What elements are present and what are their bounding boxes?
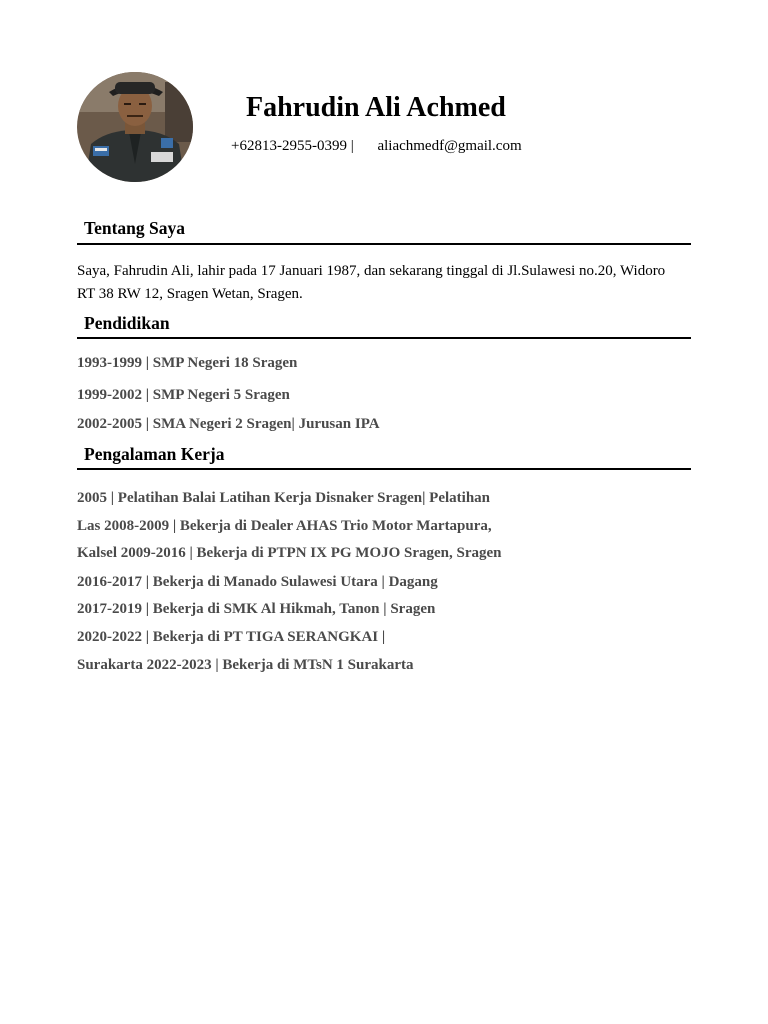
section-divider xyxy=(77,468,691,470)
experience-line: Surakarta 2022-2023 | Bekerja di MTsN 1 Surakarta xyxy=(77,657,414,673)
education-item: 2002-2005 | SMA Negeri 2 Sragen| Jurusan IPA xyxy=(77,416,380,432)
experience-line: 2016-2017 | Bekerja di Manado Sulawesi Utara | Dagang xyxy=(77,574,438,590)
experience-line: 2005 | Pelatihan Balai Latihan Kerja Disnaker Sragen| Pelatihan xyxy=(77,490,491,506)
education-item: 1993-1999 | SMP Negeri 18 Sragen xyxy=(77,355,298,371)
experience-line: Kalsel 2009-2016 | Bekerja di PTPN IX PG MOJO Sragen, Sragen xyxy=(77,545,502,561)
phone-number: +62813-2955-0399 | xyxy=(231,138,354,154)
contact-info xyxy=(231,138,522,155)
section-divider xyxy=(77,337,691,339)
full-name: Fahrudin Ali Achmed xyxy=(246,92,506,123)
section-divider xyxy=(77,243,691,245)
section-title-experience: Pengalaman Kerja xyxy=(84,444,225,464)
about-text: Saya, Fahrudin Ali, lahir pada 17 Januari 1987, dan sekarang tinggal di Jl.Sulawesi no.20, Widoro RT 38 RW 12, Sragen Wetan, Sragen. xyxy=(77,263,666,302)
profile-photo xyxy=(77,72,193,182)
education-item: 1999-2002 | SMP Negeri 5 Sragen xyxy=(77,387,290,403)
section-title-education: Pendidikan xyxy=(84,313,170,333)
section-title-about: Tentang Saya xyxy=(84,218,185,238)
experience-line: 2020-2022 | Bekerja di PT TIGA SERANGKAI | xyxy=(77,629,386,645)
experience-line: Las 2008-2009 | Bekerja di Dealer AHAS Trio Motor Martapura, xyxy=(77,518,492,534)
email-address[interactable]: aliachmedf@gmail.com xyxy=(377,138,522,154)
experience-line: 2017-2019 | Bekerja di SMK Al Hikmah, Tanon | Sragen xyxy=(77,601,436,617)
